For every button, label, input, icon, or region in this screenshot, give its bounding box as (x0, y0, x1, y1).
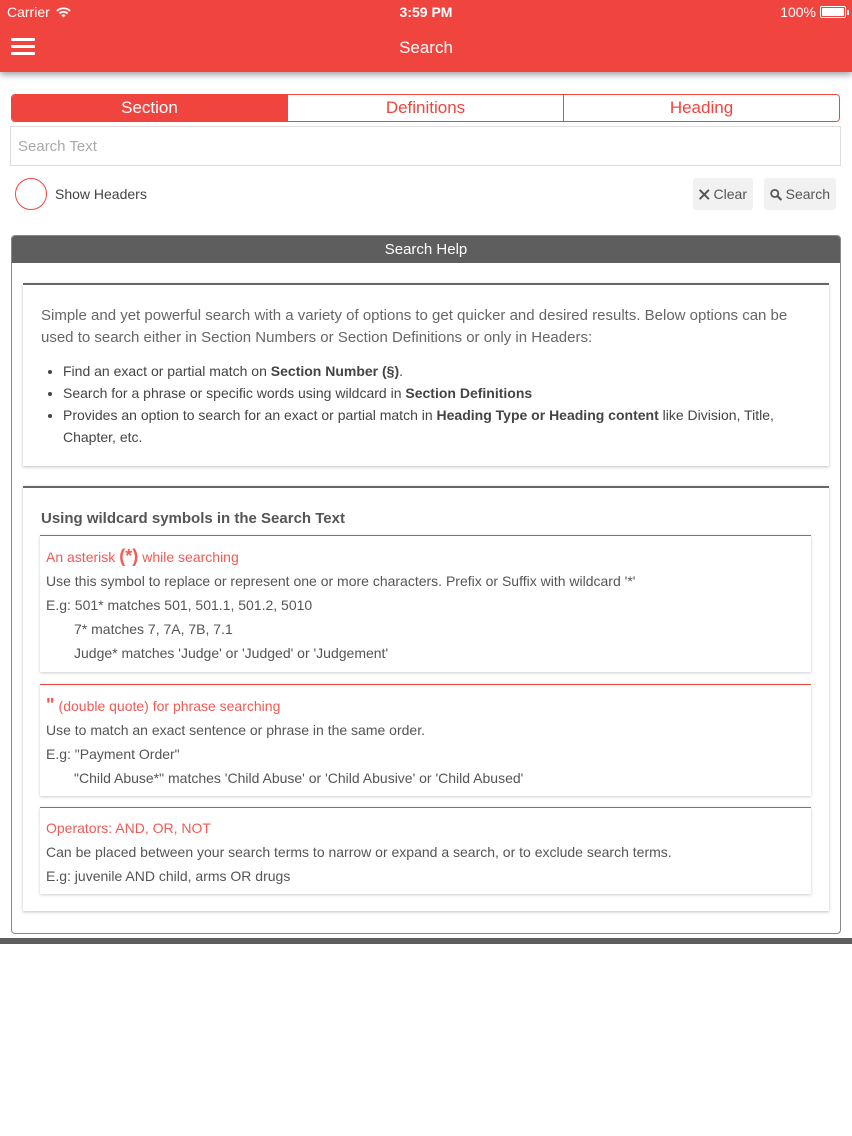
tip-title: An asterisk (*) while searching (46, 546, 239, 566)
tip-line: Use this symbol to replace or represent one or more characters. Prefix or Suffix with wildcard '*' (46, 573, 636, 589)
tip-line: Can be placed between your search terms to narrow or expand a search, or to exclude search terms. (46, 844, 672, 860)
tip-line: 7* matches 7, 7A, 7B, 7.1 (74, 621, 233, 637)
tip-line: E.g: juvenile AND child, arms OR drugs (46, 868, 291, 884)
help-bullet: • Find an exact or partial match on Section Number (§). (63, 360, 811, 382)
segment-section[interactable]: Section (12, 95, 287, 121)
carrier-label: Carrier (7, 4, 50, 20)
segment-definitions[interactable]: Definitions (287, 95, 563, 121)
help-intro-text: Simple and yet powerful search with a variety of options to get quicker and desired results. Below options can be used to search either in Section Numbers or Section Definitions or only in Headers: (41, 307, 788, 346)
asterisk-tip (40, 535, 811, 672)
help-bullet-list (63, 360, 811, 448)
status-time: 3:59 PM (399, 4, 453, 20)
search-help-title: Search Help (12, 236, 840, 263)
app-header (0, 0, 852, 72)
status-bar (0, 0, 852, 24)
help-bullet: • Provides an option to search for an exact or partial match in Heading Type or Heading content like Division, Title, Chapter, etc. (63, 404, 811, 448)
segment-heading[interactable]: Heading (563, 95, 839, 121)
tip-line: Judge* matches 'Judge' or 'Judged' or 'Judgement' (74, 645, 389, 661)
search-icon (770, 188, 782, 201)
double-quote-tip (40, 684, 811, 796)
close-icon (699, 188, 710, 201)
tip-title: " (double quote) for phrase searching (46, 695, 281, 715)
search-type-segmented-control (11, 94, 840, 122)
wildcard-help-card (23, 486, 829, 911)
tip-line: Use to match an exact sentence or phrase in the same order. (46, 722, 425, 738)
search-input[interactable] (10, 126, 841, 166)
battery-indicator (780, 4, 846, 20)
tip-line: E.g: 501* matches 501, 501.1, 501.2, 5010 (46, 597, 313, 613)
operators-tip (40, 807, 811, 894)
bottom-divider (0, 938, 852, 944)
tip-line: E.g: "Payment Order" (46, 746, 180, 762)
battery-icon (820, 6, 846, 18)
clear-button[interactable] (693, 178, 753, 210)
wildcard-help-title: Using wildcard symbols in the Search Text (41, 510, 345, 527)
help-bullet: • Search for a phrase or specific words using wildcard in Section Definitions (63, 382, 811, 404)
clear-button-label: Clear (713, 186, 747, 202)
page-title: Search (399, 38, 453, 57)
search-button-label: Search (785, 186, 830, 202)
tip-line: "Child Abuse*" matches 'Child Abuse' or 'Child Abusive' or 'Child Abused' (74, 770, 524, 786)
show-headers-label: Show Headers (55, 186, 147, 202)
show-headers-radio[interactable] (15, 178, 47, 210)
help-intro-card (23, 283, 829, 466)
search-button[interactable] (764, 178, 836, 210)
show-headers-toggle[interactable] (15, 178, 147, 210)
tip-title: Operators: AND, OR, NOT (46, 820, 211, 836)
battery-percent: 100% (780, 4, 816, 20)
